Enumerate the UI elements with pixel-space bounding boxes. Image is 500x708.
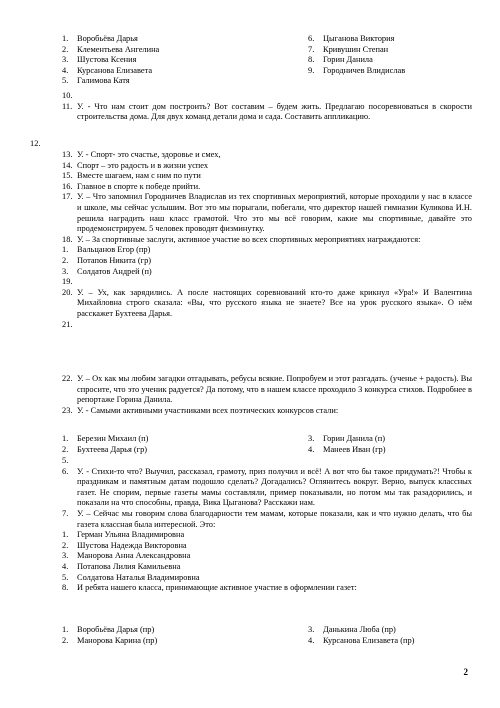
names-col-left-3 xyxy=(62,625,272,646)
list-item: 9. Городничев Влидислав xyxy=(308,65,406,75)
list-item: 3. Горин Данила (п) xyxy=(308,434,385,443)
list-item: 2. Бухтеева Дарья (гр) xyxy=(62,444,148,454)
items-13-20 xyxy=(62,150,472,330)
list-item: 2. Шустова Надежда Викторовна xyxy=(62,540,187,550)
list-item: 8. Горин Данила xyxy=(308,55,373,65)
list-item: 10. xyxy=(62,91,73,100)
items-5-8 xyxy=(62,456,472,594)
list-item: 7. У. – Сейчас мы говорим слова благодарности тем мамам, которые показали, как и что нужно делать, что бы газета классная была интересной. Это: xyxy=(62,508,472,529)
list-item: 3. Солдатов Андрей (п) xyxy=(62,266,152,276)
items-10-11 xyxy=(62,91,472,123)
list-item: 20. У. – Ух, как зарядились. А после настоящих соревнований кто-то даже крикнул «Ура!» И Валентина Михайловна строго сказала: «Вы, что русского языка не знаете? Все на урок русского языка». О нём расскажет Бухтеева Дарья. xyxy=(62,287,472,318)
list-item: 15. Вместе шагаем, нам с ним по пути xyxy=(62,171,201,181)
items-21-22 xyxy=(62,374,472,416)
list-item: 4. Курсанова Елизавета xyxy=(62,65,153,75)
list-item: 23. У. - Самыми активными участниками всех поэтических конкурсов стали: xyxy=(62,405,339,415)
list-item: 18. У. – За спортивные заслуги, активное участие во всех спортивных мероприятиях награждаются: xyxy=(62,234,421,244)
names-col-left-2 xyxy=(62,434,262,455)
list-item: 3. Манорова Анна Александровна xyxy=(62,551,191,561)
list-item: 5. Галимова Катя xyxy=(62,76,130,86)
list-item: 8. И ребята нашего класса, принимающие активное участие в оформлении газет: xyxy=(62,583,357,593)
list-item: 4. Манеев Иван (гр) xyxy=(308,444,386,454)
list-item: 13. У. - Спорт- это счастье, здоровье и смех, xyxy=(62,150,221,159)
list-item: 1. Березин Михаил (п) xyxy=(62,434,149,443)
list-item: 19. xyxy=(62,277,73,287)
list-item: 1. Воробьёва Дарья xyxy=(62,34,138,43)
list-item: 5. Солдатова Наталья Владимировна xyxy=(62,572,200,582)
list-item: 16. Главное в спорте к победе прийти. xyxy=(62,181,201,191)
list-item: 7. Кривушин Степан xyxy=(308,44,389,54)
list-item: 17. У. – Что запомнил Городничев Владислав из тех спортивных мероприятий, которые проходили у нас в классе и школе, мы сейчас услышим. Вот это мы порыгали, побегали, что директор нашей гимназии Куликова И.Н. решила наградить наш класс грамотой. Что это мы всё говорим, какие мы спортивные, давайте это продемонстрируем. 5 человек проводят физминутку. xyxy=(62,192,472,234)
page-number: 2 xyxy=(463,667,468,678)
list-item: 6. У. - Стихи-то что? Выучил, рассказал, грамоту, приз получил и всё! А вот что бы такое придумать?! Чтобы к праздникам и памятным датам подошло сделать? Догадались? Оглянитесь вокруг. Верно, выпуск классных газет. Не спорим, первые газеты мамы составляли, пример показывали, но потом мы так разадорились, и показали на что способны, правда, Вика Цыганова? Расскажи нам. xyxy=(62,466,472,508)
list-item: 1. Вальцанов Егор (пр) xyxy=(62,245,151,255)
list-item: 3. Данькина Люба (пр) xyxy=(308,625,396,634)
list-item: 11. У. - Что нам стоит дом построить? Вот составим – будем жить. Предлагаю посоревноваться в скорости строительства дома. Для двух команд детали дома и сада. Составить аппликацию. xyxy=(62,101,472,122)
list-item: 1. Герман Ульяна Владимировна xyxy=(62,530,185,540)
section-number: 12. xyxy=(30,139,41,148)
names-col-right-3 xyxy=(308,625,478,646)
list-item: 21. xyxy=(62,319,73,329)
list-item: 22. У. – Ох как мы любим загадки отгадывать, ребусы всякие. Попробуем и этот разгадать. (ученье + радость). Вы спросите, что это ученик радуется? Да потому, что в нашем классе проходило 3 конкурса стихов. Подробнее в репортаже Горина Данила. xyxy=(62,374,472,405)
names-col-left xyxy=(62,34,242,87)
list-item: 2. Манорова Карина (пр) xyxy=(62,635,158,645)
list-item: 5. xyxy=(62,456,69,465)
names-col-right-2 xyxy=(308,434,478,455)
list-item: 3. Шустова Ксения xyxy=(62,55,137,65)
names-col-right xyxy=(308,34,478,76)
list-item: 2. Клементьева Ангелина xyxy=(62,44,160,54)
list-item: 6. Цыганова Виктория xyxy=(308,34,395,43)
list-item: 1. Воробьёва Дарья (пр) xyxy=(62,625,155,634)
list-item: 2. Потапов Никита (гр) xyxy=(62,255,152,265)
list-item: 14. Спорт – это радость и в жизни успех xyxy=(62,160,209,170)
list-item: 4. Потапова Лилия Камильевна xyxy=(62,561,181,571)
list-item: 4. Курсанова Елизавета (пр) xyxy=(308,635,415,645)
